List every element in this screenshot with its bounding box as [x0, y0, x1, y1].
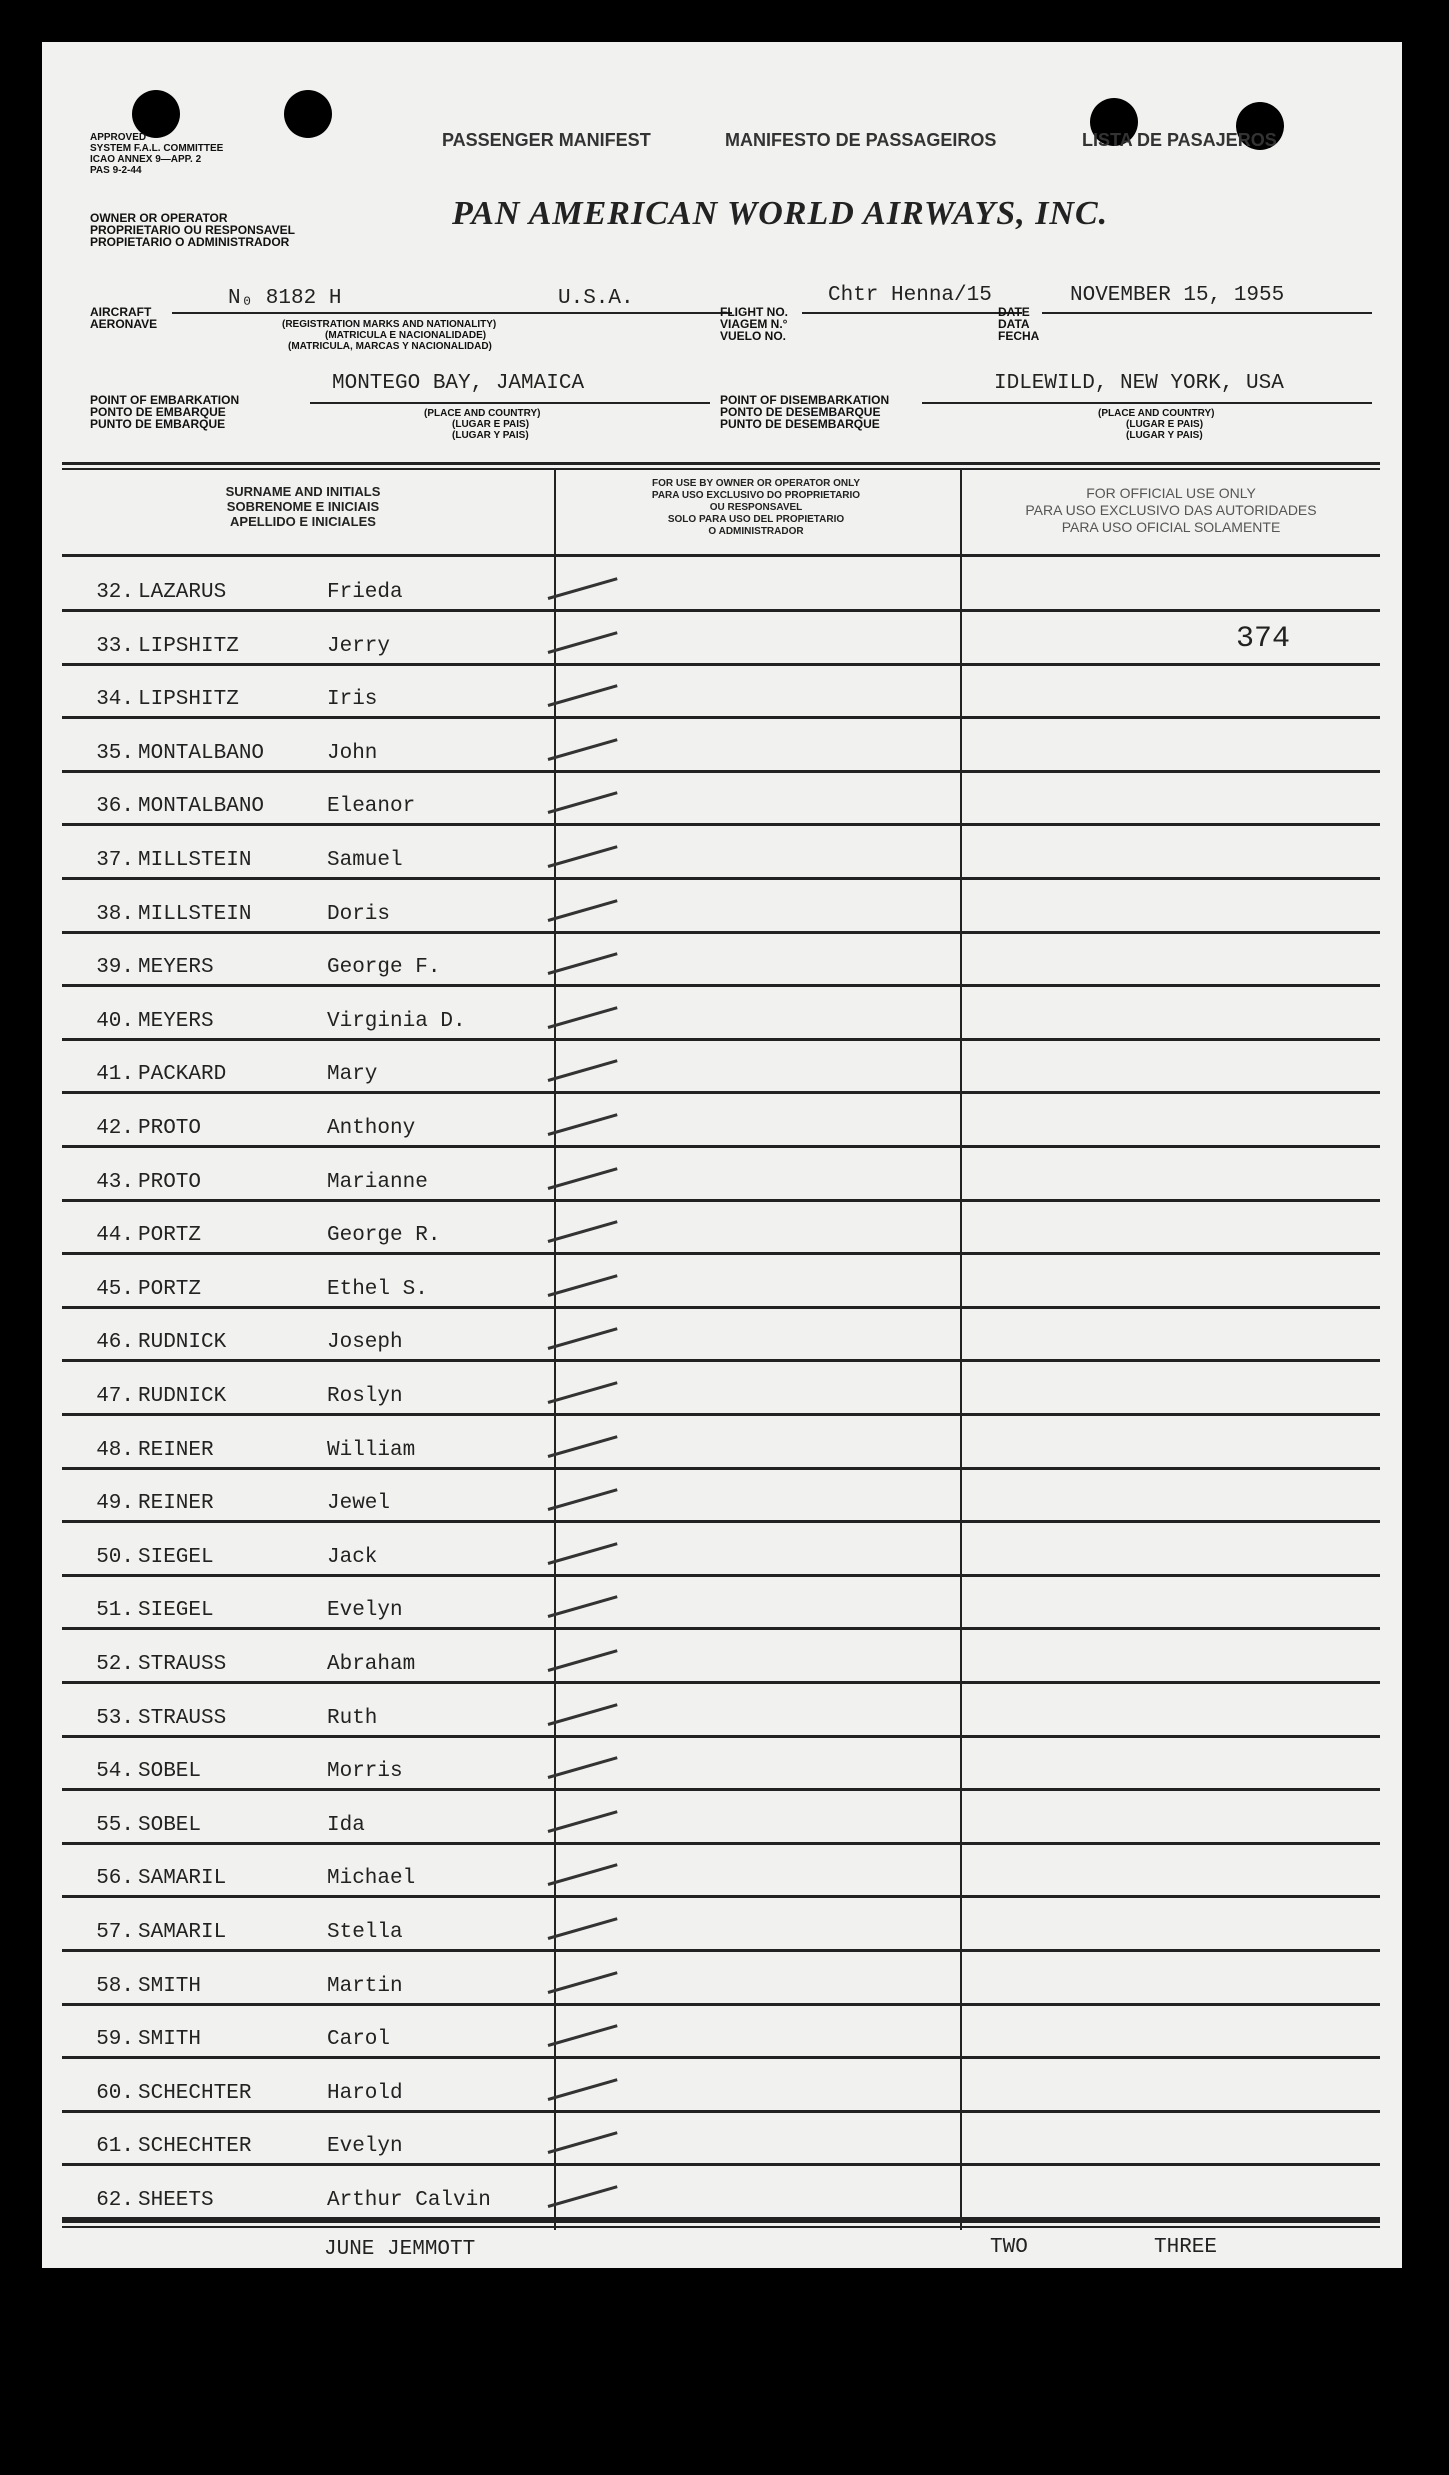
table-row: [62, 1523, 1380, 1577]
passenger-number: 48.: [96, 1438, 134, 1462]
check-mark: [548, 792, 618, 815]
passenger-given-name: Harold: [327, 2081, 403, 2105]
table-row: [62, 1737, 1380, 1791]
passenger-number: 49.: [96, 1492, 134, 1516]
passenger-surname: SCHECHTER: [138, 2081, 252, 2105]
owner-header-line: PARA USO EXCLUSIVO DO PROPRIETARIO: [651, 490, 861, 501]
table-row: [62, 612, 1380, 666]
approval-line: PAS 9-2-44: [90, 165, 142, 176]
table-row: [62, 1308, 1380, 1362]
flight-underline: [802, 312, 1022, 314]
passenger-surname: PROTO: [138, 1117, 202, 1140]
table-row: [62, 665, 1380, 719]
passenger-given-name: Martin: [327, 1974, 403, 1998]
passenger-surname: SOBEL: [138, 1760, 202, 1784]
table-row: [62, 1898, 1380, 1952]
passenger-number: 47.: [96, 1385, 134, 1408]
official-header-line: FOR OFFICIAL USE ONLY: [1086, 485, 1256, 501]
passenger-number: 57.: [96, 1921, 134, 1944]
table-bottom-rule: [62, 2226, 1380, 2228]
check-mark: [548, 1274, 618, 1297]
passenger-number: 39.: [96, 956, 134, 980]
check-mark: [548, 1488, 618, 1511]
embarkation-sublabel: (LUGAR E PAIS): [452, 419, 530, 430]
passenger-surname: REINER: [138, 1492, 214, 1516]
passenger-given-name: Ida: [327, 1813, 365, 1837]
owner-label: PROPRIETARIO OU RESPONSAVEL: [90, 223, 295, 237]
table-row: [62, 826, 1380, 880]
passenger-number: 54.: [96, 1760, 134, 1784]
official-use-column-header: [962, 485, 1380, 536]
date-label: DATE: [998, 305, 1030, 319]
passenger-number: 42.: [96, 1117, 134, 1140]
table-row: [62, 2059, 1380, 2113]
name-column-header: [62, 484, 544, 529]
disembarkation-label: PONTO DE DESEMBARQUE: [720, 405, 881, 419]
table-row: [62, 933, 1380, 987]
page-number: TWO: [990, 2236, 1028, 2259]
passenger-surname: STRAUSS: [138, 1706, 227, 1730]
embarkation-label: PONTO DE EMBARQUE: [90, 405, 226, 419]
flight-label: FLIGHT NO.: [720, 305, 788, 319]
table-row: [62, 1148, 1380, 1202]
passenger-given-name: George R.: [327, 1224, 441, 1248]
embarkation-label: PUNTO DE EMBARQUE: [90, 417, 226, 431]
passenger-given-name: Jewel: [327, 1492, 391, 1516]
passenger-given-name: Mary: [327, 1063, 378, 1087]
passenger-number: 34.: [96, 688, 134, 712]
title-spanish: LISTA DE PASAJEROS: [1082, 130, 1277, 150]
check-mark: [548, 1864, 618, 1887]
passenger-number: 40.: [96, 1009, 134, 1033]
table-row: [62, 1469, 1380, 1523]
passenger-given-name: Iris: [327, 688, 378, 712]
passenger-surname: PROTO: [138, 1170, 202, 1194]
table-row: [62, 1040, 1380, 1094]
check-mark: [548, 1756, 618, 1779]
passenger-surname: SIEGEL: [138, 1545, 214, 1569]
manifest-page: [42, 42, 1402, 2268]
owner-label: PROPIETARIO O ADMINISTRADOR: [90, 235, 290, 249]
passenger-number: 58.: [96, 1974, 134, 1998]
passenger-given-name: Doris: [327, 902, 391, 926]
aircraft-registration: N₀ 8182 H: [228, 287, 342, 310]
owner-label: OWNER OR OPERATOR: [90, 211, 228, 225]
check-mark: [548, 1328, 618, 1351]
owner-header-line: SOLO PARA USO DEL PROPIETARIO: [667, 514, 845, 525]
table-row: [62, 1255, 1380, 1309]
passenger-given-name: Ruth: [327, 1706, 378, 1730]
passenger-surname: SAMARIL: [138, 1867, 227, 1891]
check-mark: [548, 845, 618, 868]
embarkation-label: POINT OF EMBARKATION: [90, 393, 240, 407]
passenger-surname: MONTALBANO: [138, 795, 265, 819]
check-mark: [548, 684, 618, 707]
passenger-given-name: Joseph: [327, 1331, 403, 1355]
date-label: DATA: [998, 317, 1030, 331]
passenger-surname: SAMARIL: [138, 1921, 227, 1944]
passenger-given-name: Frieda: [327, 581, 403, 604]
flight-date: NOVEMBER 15, 1955: [1070, 284, 1285, 307]
name-header-line: SURNAME AND INITIALS: [225, 484, 381, 499]
official-header-line: PARA USO EXCLUSIVO DAS AUTORIDADES: [1025, 502, 1317, 518]
table-row: [62, 1416, 1380, 1470]
check-mark: [548, 952, 618, 975]
table-row: [62, 880, 1380, 934]
table-top-rule: [62, 462, 1380, 465]
passenger-number: 33.: [96, 634, 134, 658]
punch-hole: [284, 90, 332, 138]
passenger-number: 61.: [96, 2135, 134, 2159]
table-row: [62, 1362, 1380, 1416]
check-mark: [548, 1703, 618, 1726]
passenger-number: 50.: [96, 1545, 134, 1569]
disembarkation-sublabel: (LUGAR Y PAIS): [1126, 430, 1203, 441]
table-row: [62, 1844, 1380, 1898]
passenger-surname: RUDNICK: [138, 1331, 227, 1355]
embarkation-sublabel: (PLACE AND COUNTRY): [424, 408, 541, 419]
date-underline: [1042, 312, 1372, 314]
official-use-entry: 374: [1235, 621, 1290, 656]
table-row: [62, 2005, 1380, 2059]
aircraft-underline: [172, 312, 732, 314]
check-mark: [548, 1596, 618, 1619]
check-mark: [548, 738, 618, 761]
passenger-surname: SMITH: [138, 2028, 202, 2052]
disembarkation-underline: [922, 402, 1372, 404]
passenger-surname: LIPSHITZ: [138, 688, 239, 712]
aircraft-label: AERONAVE: [90, 317, 158, 331]
passenger-surname: REINER: [138, 1438, 214, 1462]
passenger-surname: PORTZ: [138, 1277, 202, 1301]
table-row: [62, 1576, 1380, 1630]
embarkation-point: MONTEGO BAY, JAMAICA: [332, 372, 585, 395]
passenger-number: 60.: [96, 2081, 134, 2105]
passenger-surname: LIPSHITZ: [138, 634, 239, 658]
disembarkation-point: IDLEWILD, NEW YORK, USA: [994, 372, 1284, 395]
check-mark: [548, 1971, 618, 1994]
prepared-by-name: JUNE JEMMOTT: [324, 2238, 476, 2261]
passenger-given-name: Carol: [327, 2028, 391, 2052]
check-mark: [548, 1917, 618, 1940]
passenger-number: 52.: [96, 1653, 134, 1676]
embarkation-sublabel: (LUGAR Y PAIS): [452, 430, 529, 441]
passenger-number: 51.: [96, 1599, 134, 1623]
check-mark: [548, 1113, 618, 1136]
passenger-given-name: Morris: [327, 1760, 403, 1784]
check-mark: [548, 1810, 618, 1833]
disembarkation-label: POINT OF DISEMBARKATION: [720, 393, 890, 407]
official-header-line: PARA USO OFICIAL SOLAMENTE: [1061, 519, 1281, 535]
check-mark: [548, 1060, 618, 1083]
passenger-number: 32.: [96, 581, 134, 604]
passenger-given-name: Samuel: [327, 849, 403, 872]
passenger-surname: RUDNICK: [138, 1385, 227, 1408]
approval-line: APPROVED: [90, 132, 147, 143]
passenger-number: 38.: [96, 902, 134, 926]
table-row: [62, 2112, 1380, 2166]
approval-line: SYSTEM F.A.L. COMMITTEE: [90, 143, 224, 154]
table-row: [62, 772, 1380, 826]
check-mark: [548, 577, 618, 600]
passenger-number: 45.: [96, 1277, 134, 1301]
passenger-given-name: Marianne: [327, 1170, 428, 1194]
owner-header-line: O ADMINISTRADOR: [708, 526, 804, 537]
passenger-given-name: Anthony: [327, 1117, 416, 1140]
passenger-number: 53.: [96, 1706, 134, 1730]
name-header-line: APELLIDO E INICIALES: [230, 514, 376, 529]
table-row: [62, 1630, 1380, 1684]
check-mark: [548, 1542, 618, 1565]
passenger-number: 36.: [96, 795, 134, 819]
owner-header-line: OU RESPONSAVEL: [709, 502, 803, 513]
check-mark: [548, 1381, 618, 1404]
flight-label: VIAGEM N.°: [720, 317, 788, 331]
header-bottom-rule: [62, 554, 1380, 557]
check-mark: [548, 1006, 618, 1029]
passenger-given-name: Arthur Calvin: [327, 2189, 491, 2212]
passenger-surname: SMITH: [138, 1974, 202, 1998]
table-top-rule: [62, 468, 1380, 470]
table-bottom-rule: [62, 2220, 1380, 2223]
aircraft-sublabel: (MATRICULA, MARCAS Y NACIONALIDAD): [288, 341, 492, 352]
passenger-number: 59.: [96, 2028, 134, 2052]
passenger-surname: PORTZ: [138, 1224, 202, 1248]
passenger-given-name: Jack: [327, 1545, 378, 1569]
passenger-given-name: William: [327, 1438, 416, 1462]
flight-number: Chtr Henna/15: [828, 284, 992, 307]
check-mark: [548, 631, 618, 654]
passenger-surname: MONTALBANO: [138, 741, 265, 765]
passenger-surname: MEYERS: [138, 956, 214, 980]
passenger-given-name: Stella: [327, 1921, 403, 1944]
passenger-given-name: Michael: [327, 1867, 416, 1891]
passenger-surname: PACKARD: [138, 1063, 227, 1087]
check-mark: [548, 899, 618, 922]
total-pages: THREE: [1154, 2236, 1218, 2259]
passenger-surname: MILLSTEIN: [138, 849, 252, 872]
passenger-given-name: John: [327, 741, 378, 765]
passenger-surname: SCHECHTER: [138, 2135, 252, 2159]
passenger-given-name: Roslyn: [327, 1385, 403, 1408]
passenger-number: 35.: [96, 741, 134, 765]
date-label: FECHA: [998, 329, 1040, 343]
disembarkation-sublabel: (PLACE AND COUNTRY): [1098, 408, 1215, 419]
table-row: [62, 719, 1380, 773]
name-header-line: SOBRENOME E INICIAIS: [226, 499, 380, 514]
passenger-number: 43.: [96, 1170, 134, 1194]
check-mark: [548, 2185, 618, 2208]
disembarkation-sublabel: (LUGAR E PAIS): [1126, 419, 1204, 430]
passenger-surname: STRAUSS: [138, 1653, 227, 1676]
table-row: [62, 558, 1380, 612]
passenger-number: 55.: [96, 1813, 134, 1837]
check-mark: [548, 1220, 618, 1243]
approval-line: ICAO ANNEX 9—APP. 2: [90, 154, 202, 165]
passenger-surname: SIEGEL: [138, 1599, 214, 1623]
passenger-given-name: Evelyn: [327, 2135, 403, 2159]
owner-header-line: FOR USE BY OWNER OR OPERATOR ONLY: [652, 478, 860, 489]
passenger-surname: SHEETS: [138, 2189, 214, 2212]
passenger-given-name: Jerry: [327, 634, 391, 658]
passenger-number: 44.: [96, 1224, 134, 1248]
passenger-given-name: George F.: [327, 956, 441, 980]
passenger-surname: SOBEL: [138, 1813, 202, 1837]
punch-hole: [132, 90, 180, 138]
aircraft-label: AIRCRAFT: [90, 305, 152, 319]
table-row: [62, 1791, 1380, 1845]
table-row: [62, 2166, 1380, 2220]
title-portuguese: MANIFESTO DE PASSAGEIROS: [725, 130, 997, 150]
table-row: [62, 1952, 1380, 2006]
passenger-number: 46.: [96, 1331, 134, 1355]
passenger-given-name: Abraham: [327, 1653, 416, 1676]
check-mark: [548, 2132, 618, 2155]
passenger-surname: MEYERS: [138, 1009, 214, 1033]
passenger-given-name: Ethel S.: [327, 1277, 428, 1301]
title-english: PASSENGER MANIFEST: [442, 130, 651, 150]
owner-use-column-header: [554, 478, 958, 538]
aircraft-nationality: U.S.A.: [558, 287, 634, 310]
passenger-surname: MILLSTEIN: [138, 902, 252, 926]
table-row: [62, 987, 1380, 1041]
table-row: [62, 1684, 1380, 1738]
table-row: [62, 1094, 1380, 1148]
passenger-given-name: Eleanor: [327, 795, 416, 819]
passenger-number: 37.: [96, 849, 134, 872]
table-row: [62, 1201, 1380, 1255]
passenger-given-name: Evelyn: [327, 1599, 403, 1623]
operator-company-name: PAN AMERICAN WORLD AIRWAYS, INC.: [452, 195, 1109, 232]
flight-label: VUELO NO.: [720, 329, 787, 343]
aircraft-sublabel: (MATRICULA E NACIONALIDADE): [325, 330, 487, 341]
check-mark: [548, 2078, 618, 2101]
check-mark: [548, 1167, 618, 1190]
embarkation-underline: [310, 402, 710, 404]
passenger-number: 41.: [96, 1063, 134, 1087]
passenger-given-name: Virginia D.: [327, 1009, 466, 1033]
passenger-surname: LAZARUS: [138, 581, 227, 604]
passenger-number: 56.: [96, 1867, 134, 1891]
check-mark: [548, 2024, 618, 2047]
check-mark: [548, 1649, 618, 1672]
disembarkation-label: PUNTO DE DESEMBARQUE: [720, 417, 880, 431]
passenger-number: 62.: [96, 2189, 134, 2212]
check-mark: [548, 1435, 618, 1458]
aircraft-sublabel: (REGISTRATION MARKS AND NATIONALITY): [282, 319, 497, 330]
